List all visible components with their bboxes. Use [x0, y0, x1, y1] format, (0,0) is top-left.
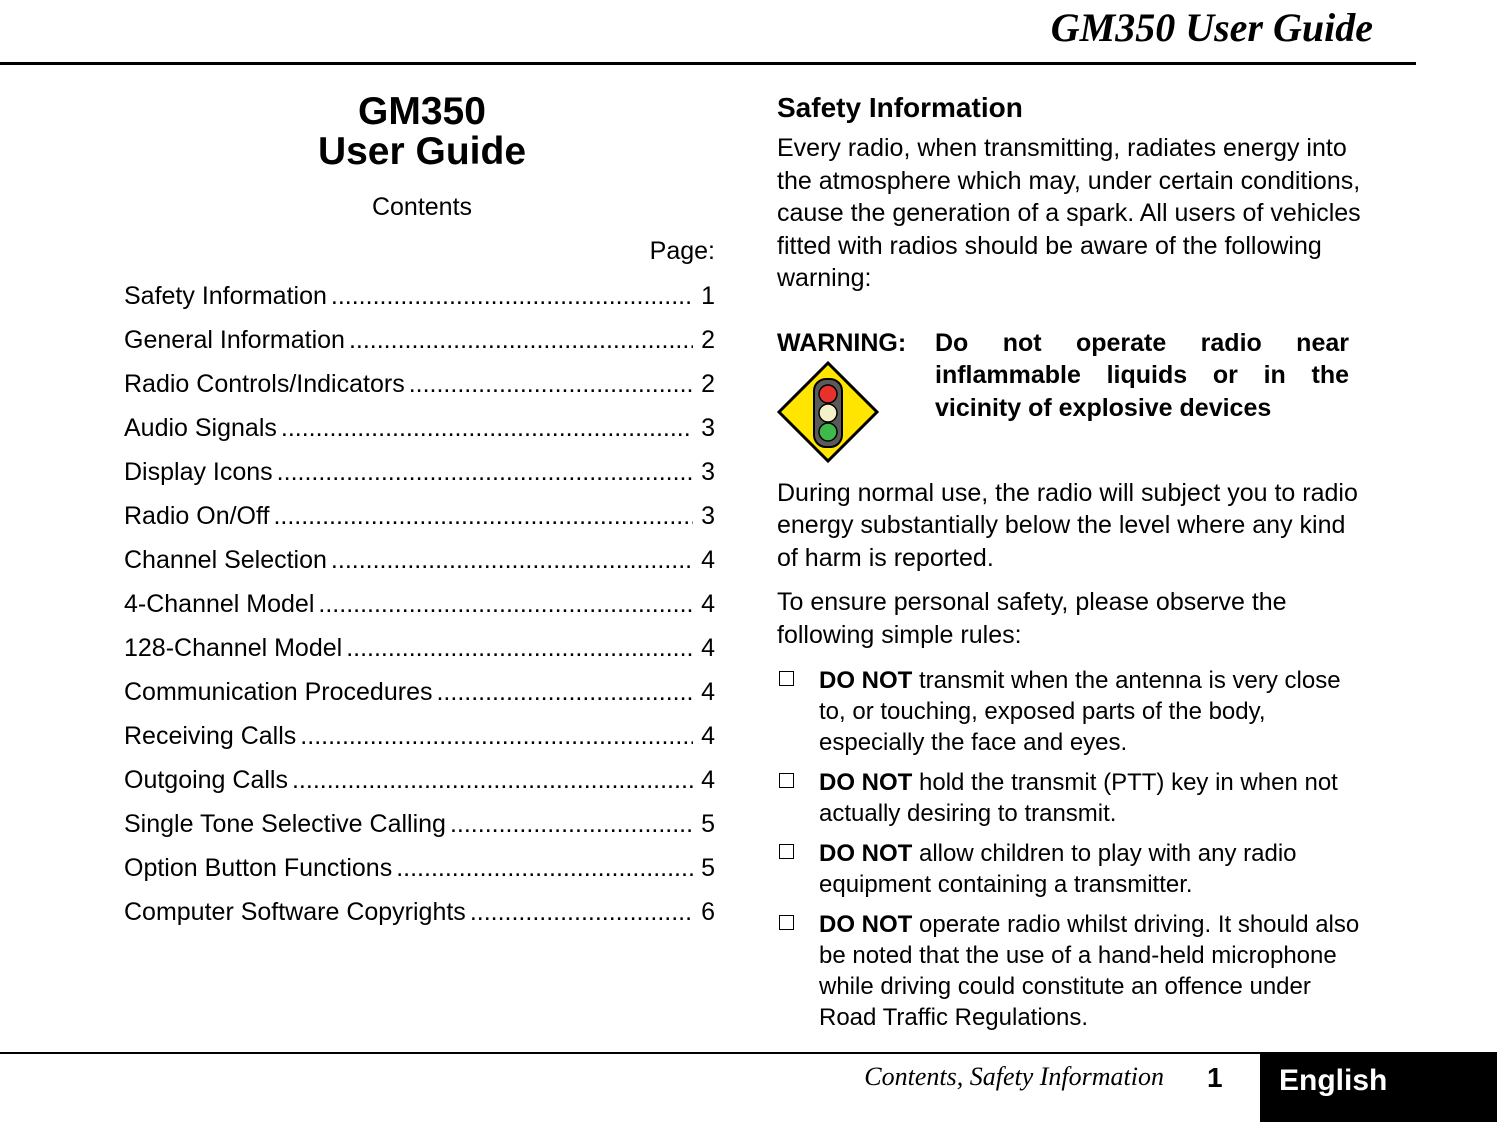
- toc-entry-page: 4: [701, 634, 715, 662]
- toc-entry-page: 4: [701, 722, 715, 750]
- toc-leader-dots: [277, 456, 693, 488]
- warning-label: WARNING:: [777, 328, 907, 357]
- toc-leader-dots: [450, 808, 693, 840]
- toc-leader-dots: [349, 324, 693, 356]
- green-light: [819, 423, 837, 441]
- red-light: [819, 385, 837, 403]
- toc-entry-label: Receiving Calls: [124, 722, 297, 750]
- toc-entry-label: Audio Signals: [124, 414, 277, 442]
- toc-leader-dots: [409, 368, 693, 400]
- toc-entry-label: Single Tone Selective Calling: [124, 810, 446, 838]
- toc-entry[interactable]: [124, 500, 715, 544]
- safety-rules-list: [777, 665, 1372, 1033]
- warning-text: Do not operate radio near inflammable liquids or in the vicinity of explosive devices: [935, 328, 1349, 422]
- toc-entry-label: Communication Procedures: [124, 678, 433, 706]
- toc-leader-dots: [292, 764, 693, 796]
- toc-entry[interactable]: [124, 808, 715, 852]
- toc-entry-page: 4: [701, 590, 715, 618]
- toc-entry-label: Radio On/Off: [124, 502, 270, 530]
- toc-leader-dots: [281, 412, 693, 444]
- toc-leader-dots: [331, 280, 693, 312]
- toc-leader-dots: [436, 676, 693, 708]
- toc-subtitle: Contents: [371, 193, 473, 221]
- toc-entry[interactable]: [124, 676, 715, 720]
- toc-title-line2: User Guide: [317, 130, 527, 173]
- rule-emphasis: DO NOT: [819, 667, 913, 694]
- rule-text: operate radio whilst driving. It should also be noted that the use of a hand-held microphone while driving could constitute an offence under Road Traffic Regulations.: [819, 911, 1360, 1031]
- normal-use-paragraph: During normal use, the radio will subject you to radio energy substantially below the level where any kind of harm is reported.: [777, 478, 1358, 572]
- toc-entry-label: Channel Selection: [124, 546, 327, 574]
- traffic-light-icon: [777, 361, 879, 463]
- toc-entry-page: 3: [701, 414, 715, 442]
- toc-entry-page: 6: [701, 898, 715, 926]
- rules-intro-paragraph: To ensure personal safety, please observe the following simple rules:: [777, 588, 1287, 649]
- toc-entry-page: 2: [701, 370, 715, 398]
- toc-leader-dots: [396, 852, 693, 884]
- toc-entry[interactable]: [124, 588, 715, 632]
- toc-entry-page: 3: [701, 458, 715, 486]
- toc-entry-label: Radio Controls/Indicators: [124, 370, 405, 398]
- toc-entry-page: 5: [701, 854, 715, 882]
- toc-entry[interactable]: [124, 720, 715, 764]
- toc-leader-dots: [318, 588, 693, 620]
- language-tab: English: [1260, 1054, 1497, 1122]
- toc-entry-label: 4-Channel Model: [124, 590, 315, 618]
- toc-entry-page: 3: [701, 502, 715, 530]
- toc-entry[interactable]: [124, 764, 715, 808]
- safety-section: [777, 90, 1372, 1042]
- toc-entry-label: Computer Software Copyrights: [124, 898, 466, 926]
- section-heading: Safety Information: [777, 92, 1023, 123]
- toc-entry[interactable]: [124, 896, 715, 940]
- toc-entry[interactable]: [124, 412, 715, 456]
- toc-entry[interactable]: [124, 852, 715, 896]
- checkbox-icon: [779, 844, 794, 859]
- safety-rule: [777, 838, 1372, 900]
- toc-entry-page: 2: [701, 326, 715, 354]
- checkbox-icon: [779, 915, 794, 930]
- toc-entry-label: Safety Information: [124, 282, 327, 310]
- toc-leader-dots: [300, 720, 693, 752]
- toc-entry[interactable]: [124, 280, 715, 324]
- safety-rule: [777, 767, 1372, 829]
- toc-entry-label: 128-Channel Model: [124, 634, 343, 662]
- safety-rule: [777, 909, 1372, 1033]
- warning-block: [777, 327, 1372, 477]
- toc-leader-dots: [273, 500, 693, 532]
- header-title: GM350 User Guide: [1050, 5, 1373, 50]
- toc-entry-page: 5: [701, 810, 715, 838]
- intro-paragraph: Every radio, when transmitting, radiates energy into the atmosphere which may, under certain conditions, cause the generation of a spark. All users of vehicles fitted with radios should be aware of the following warning:: [777, 134, 1361, 292]
- rule-text: allow children to play with any radio equipment containing a transmitter.: [819, 840, 1297, 898]
- checkbox-icon: [779, 773, 794, 788]
- toc-entry[interactable]: [124, 544, 715, 588]
- rule-emphasis: DO NOT: [819, 911, 913, 938]
- toc-title-line1: GM350: [358, 90, 486, 133]
- toc-entry-label: Outgoing Calls: [124, 766, 288, 794]
- safety-rule: [777, 665, 1372, 758]
- toc-leader-dots: [331, 544, 693, 576]
- page-column-label: Page:: [649, 237, 715, 265]
- footer-section-title: Contents, Safety Information: [864, 1062, 1164, 1091]
- toc-entry-page: 4: [701, 766, 715, 794]
- toc-leader-dots: [346, 632, 693, 664]
- toc-entry[interactable]: [124, 632, 715, 676]
- rule-text: transmit when the antenna is very close to, or touching, exposed parts of the body, especially the face and eyes.: [819, 667, 1341, 756]
- toc-entry-page: 4: [701, 678, 715, 706]
- toc-title: [222, 92, 622, 172]
- toc-entry-page: 1: [701, 282, 715, 310]
- amber-light: [819, 404, 837, 422]
- toc-leader-dots: [470, 896, 693, 928]
- toc-entry-label: General Information: [124, 326, 345, 354]
- footer-page-number: 1: [1207, 1062, 1223, 1093]
- toc-entry-label: Display Icons: [124, 458, 273, 486]
- toc-entry[interactable]: [124, 456, 715, 500]
- header-divider: [0, 62, 1416, 65]
- toc-entry-label: Option Button Functions: [124, 854, 393, 882]
- toc-entry[interactable]: [124, 324, 715, 368]
- rule-emphasis: DO NOT: [819, 769, 913, 796]
- checkbox-icon: [779, 671, 794, 686]
- rule-emphasis: DO NOT: [819, 840, 913, 867]
- toc-entry[interactable]: [124, 368, 715, 412]
- toc-entry-page: 4: [701, 546, 715, 574]
- rule-text: hold the transmit (PTT) key in when not actually desiring to transmit.: [819, 769, 1338, 827]
- table-of-contents: [124, 280, 715, 940]
